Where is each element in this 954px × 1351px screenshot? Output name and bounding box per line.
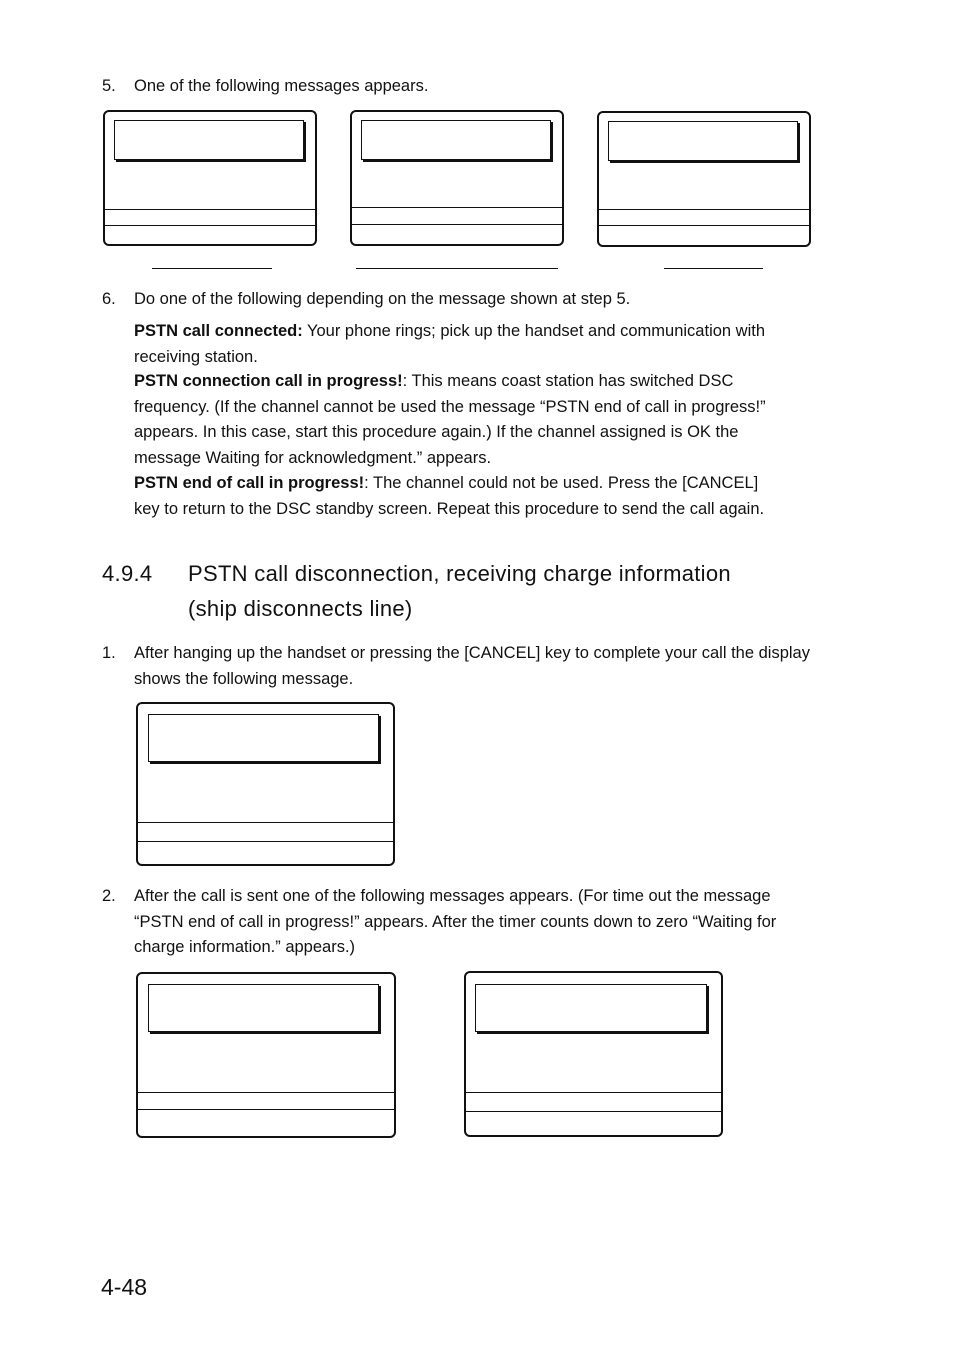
item-label: PSTN call connected: xyxy=(134,322,303,340)
message-screen-disconnect xyxy=(136,702,395,866)
item-text: : The channel could not be used. Press the [CANCEL] xyxy=(364,474,759,492)
screen-divider xyxy=(105,225,315,226)
step-5-text: One of the following messages appears. xyxy=(134,77,429,95)
caption-underline xyxy=(356,268,558,269)
item-label: PSTN connection call in progress! xyxy=(134,372,403,390)
screen-divider xyxy=(352,224,562,225)
step-2-line: charge information.” appears.) xyxy=(134,938,356,956)
step-6-text: Do one of the following depending on the message shown at step 5. xyxy=(134,290,631,308)
step-6-number: 6. xyxy=(102,290,116,308)
message-screen-2 xyxy=(350,110,564,246)
screen-title-bar xyxy=(608,121,798,161)
screen-title-bar xyxy=(361,120,551,160)
screen-divider xyxy=(466,1092,721,1093)
screen-divider xyxy=(138,1109,394,1110)
message-screen-charge-2 xyxy=(464,971,723,1137)
message-screen-charge-1 xyxy=(136,972,396,1138)
item-call-connected xyxy=(134,319,874,370)
screen-divider xyxy=(352,207,562,208)
section-number: 4.9.4 xyxy=(102,561,153,586)
screen-divider xyxy=(138,841,393,842)
screen-divider xyxy=(138,822,393,823)
screen-title-bar xyxy=(148,984,379,1032)
screen-divider xyxy=(599,209,809,210)
section-title-line-1: PSTN call disconnection, receiving charge information xyxy=(188,561,731,586)
step-2-text xyxy=(134,884,874,961)
item-text: : This means coast station has switched DSC xyxy=(402,372,734,390)
message-screen-1 xyxy=(103,110,317,246)
item-text: key to return to the DSC standby screen. Repeat this procedure to send the call again. xyxy=(134,499,765,518)
item-end-of-call xyxy=(134,471,874,522)
screen-title-bar xyxy=(475,984,707,1032)
step-1-line: shows the following message. xyxy=(134,669,354,688)
step-1-text xyxy=(134,641,874,692)
step-1-line: After hanging up the handset or pressing the [CANCEL] key to complete your call the display xyxy=(134,644,810,662)
step-2-number: 2. xyxy=(102,887,116,905)
step-2-line: After the call is sent one of the following messages appears. (For time out the message xyxy=(134,887,771,905)
page-number: 4-48 xyxy=(101,1274,148,1300)
item-text: receiving station. xyxy=(134,347,258,366)
screen-divider xyxy=(599,225,809,226)
step-1-number: 1. xyxy=(102,644,116,662)
step-5-number: 5. xyxy=(102,77,116,95)
step-2-line: “PSTN end of call in progress!” appears. After the timer counts down to zero “Waiting for xyxy=(134,912,777,931)
screen-title-bar xyxy=(148,714,379,762)
section-title-line-2: (ship disconnects line) xyxy=(188,596,413,621)
item-text: appears. In this case, start this procedure again.) If the channel assigned is OK the xyxy=(134,423,739,441)
screen-divider xyxy=(105,209,315,210)
screen-title-bar xyxy=(114,120,304,160)
caption-underline xyxy=(152,268,272,269)
item-connection-in-progress xyxy=(134,369,874,471)
item-text: frequency. (If the channel cannot be used the message “PSTN end of call in progress!” xyxy=(134,397,766,416)
item-text: Your phone rings; pick up the handset and communication with xyxy=(302,322,766,340)
screen-divider xyxy=(138,1092,394,1093)
item-label: PSTN end of call in progress! xyxy=(134,474,365,492)
screen-divider xyxy=(466,1111,721,1112)
item-text: message Waiting for acknowledgment.” appears. xyxy=(134,448,492,467)
caption-underline xyxy=(664,268,763,269)
message-screen-3 xyxy=(597,111,811,247)
